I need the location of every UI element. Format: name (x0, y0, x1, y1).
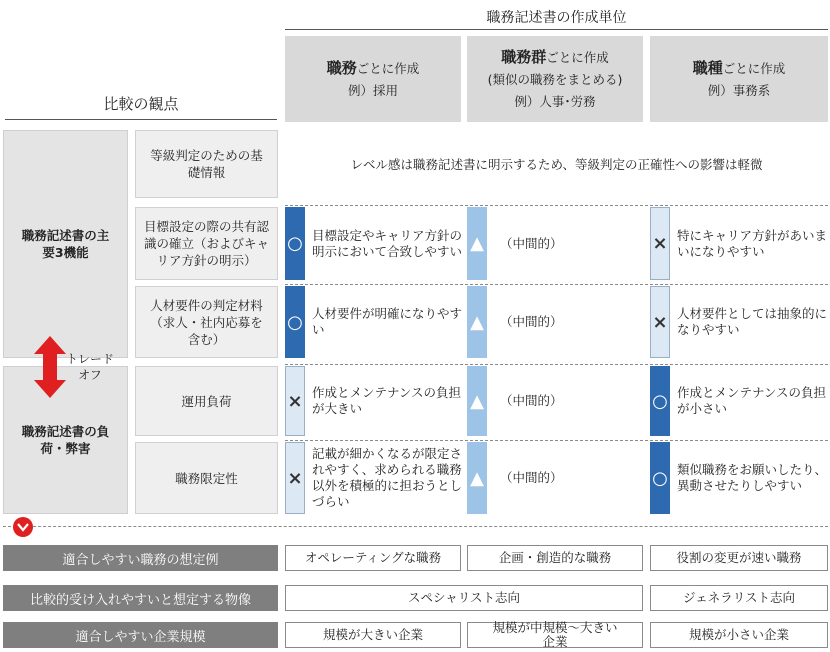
column-header-example: 例）採用 (347, 82, 398, 98)
column-header-example: 例）事務系 (707, 82, 771, 98)
unit-title: 職務記述書の作成単位 (285, 4, 828, 30)
row-label-goal-setting: 目標設定の際の共有認識の確立（およびキャリア方針の明示） (135, 207, 278, 280)
bottom-cell: 規模が大きい企業 (285, 622, 461, 648)
cell-text: 作成とメンテナンスの負担が小さい (677, 385, 827, 416)
mark-triangle-icon: ▲ (467, 366, 487, 436)
column-header-suffix: ごとに作成 (546, 49, 609, 65)
bottom-cell: 規模が中規模〜大きい企業 (467, 622, 643, 648)
cell-text: 目標設定やキャリア方針の明示において合致しやすい (312, 227, 463, 259)
row-label-grading: 等級判定のための基礎情報 (135, 130, 278, 198)
column-header-bold: 職種 (692, 58, 723, 77)
mark-circle-icon: ○ (285, 286, 305, 358)
cell-text: 類似職務をお願いしたり、異動させたりしやすい (677, 462, 828, 493)
column-header-job-type (650, 36, 828, 122)
mark-cross-icon: × (285, 442, 305, 514)
mark-circle-icon: ○ (650, 442, 670, 514)
column-header-job-group (467, 36, 643, 122)
column-header-note: (類似の職務をまとめる) (487, 71, 623, 87)
section-divider (3, 526, 828, 527)
cell-text: 人材要件としては抽象的になりやすい (677, 306, 828, 337)
category-functions: 職務記述書の主要3機能 (3, 130, 128, 358)
mark-cross-icon: × (285, 366, 305, 436)
bottom-cell: 規模が小さい企業 (650, 622, 828, 648)
mark-triangle-icon: ▲ (467, 442, 487, 514)
row-divider (285, 364, 828, 365)
cell-text: 記載が細かくなるが限定されやすく、求められる職務以外を積極的に担おうとしづらい (312, 446, 463, 509)
column-header-bold: 職務 (326, 58, 357, 77)
cell-text: （中間的） (500, 393, 563, 408)
bottom-label-persona: 比較的受け入れやすいと想定する物像 (3, 585, 278, 611)
column-header-suffix: ごとに作成 (722, 60, 786, 76)
mark-cross-icon: × (650, 286, 670, 358)
mark-circle-icon: ○ (650, 366, 670, 436)
column-header-bold: 職務群 (501, 47, 547, 66)
column-header-example: 例）人事･労務 (514, 93, 596, 109)
cell-text: （中間的） (500, 235, 563, 251)
mark-circle-icon: ○ (285, 207, 305, 280)
row-divider (285, 284, 828, 285)
cell-text: （中間的） (500, 470, 563, 485)
row-label-talent-requirements: 人材要件の判定材料（求人・社内応募を含む） (135, 286, 278, 358)
bottom-cell: スペシャリスト志向 (285, 585, 643, 611)
category-burden: 職務記述書の負荷・弊害 (3, 366, 128, 514)
bottom-cell: 企画・創造的な職務 (467, 545, 643, 571)
bottom-label-job-examples: 適合しやすい職務の想定例 (3, 545, 278, 571)
row-divider (285, 205, 828, 206)
column-header-suffix: ごとに作成 (356, 60, 420, 76)
perspective-heading: 比較の観点 (5, 88, 277, 120)
cell-text: （中間的） (500, 314, 563, 329)
tradeoff-label: トレード オフ (65, 352, 114, 382)
chevron-down-icon (12, 516, 34, 538)
bottom-label-company-size: 適合しやすい企業規模 (3, 622, 278, 648)
column-header-job (285, 36, 461, 122)
cell-text: 人材要件が明確になりやすい (312, 306, 463, 337)
cell-text: 特にキャリア方針があいまいになりやすい (677, 227, 828, 259)
mark-triangle-icon: ▲ (467, 286, 487, 358)
row-divider (285, 440, 828, 441)
bottom-cell: 役割の変更が速い職務 (650, 545, 828, 571)
merged-grading-note: レベル感は職務記述書に明示するため、等級判定の正確性への影響は軽微 (350, 157, 763, 172)
row-label-operational-load: 運用負荷 (135, 366, 278, 436)
bottom-cell: オペレーティングな職務 (285, 545, 461, 571)
bottom-cell: ジェネラリスト志向 (650, 585, 828, 611)
mark-cross-icon: × (650, 207, 670, 280)
mark-triangle-icon: ▲ (467, 207, 487, 280)
cell-text: 作成とメンテナンスの負担が大きい (312, 385, 462, 416)
row-label-job-limitation: 職務限定性 (135, 442, 278, 514)
